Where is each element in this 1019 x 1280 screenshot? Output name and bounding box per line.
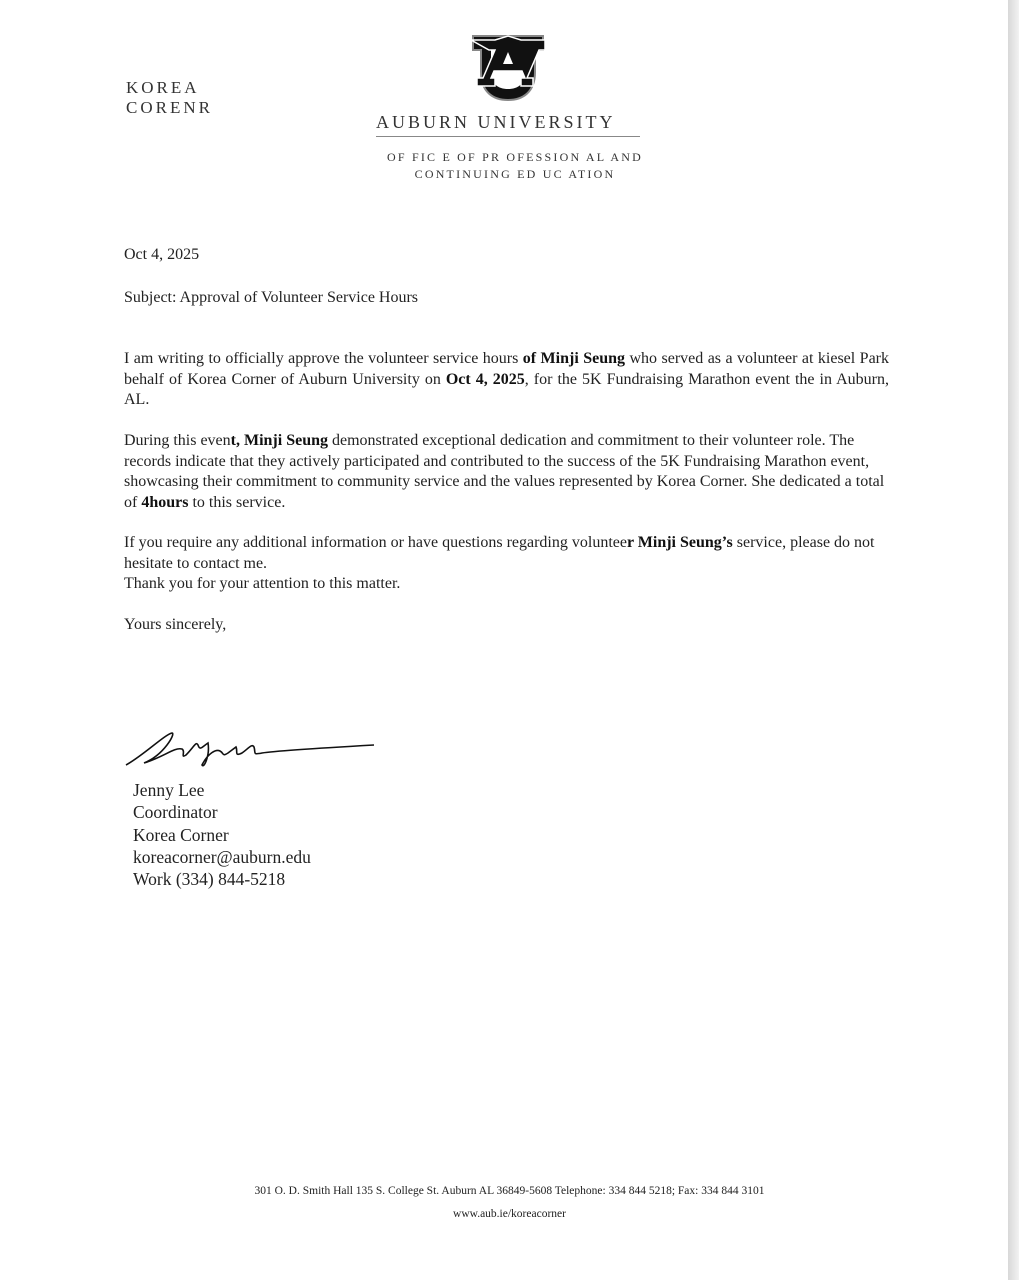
text: , for the 5K Fundraising Marathon event the in Auburn, AL. [124, 370, 890, 408]
corner-line-1: KOREA [126, 78, 200, 97]
signer-name: Jenny Lee [133, 780, 205, 800]
closing: Yours sincerely, [124, 616, 227, 633]
bold-text: t, Minji Seung [230, 432, 328, 449]
paragraph-2 [124, 431, 889, 513]
text: who served as a volunteer at kiesel Park behalf of Korea Corner of Auburn University on [124, 350, 890, 388]
university-name: AUBURN UNIVERSITY [376, 112, 616, 132]
text: demonstrated exceptional dedication and commitment to their volunteer role. The records indicate that they actively participated and contributed to the success of the 5K Fundraising Marathon event, showcasing their commitment to community service and the values represented by Korea Corner. She dedicated a total of [124, 432, 885, 511]
footer-address: 301 O. D. Smith Hall 135 S. College St. Auburn AL 36849-5608 Telephone: 334 844 5218; Fax: 334 844 3101 [254, 1185, 765, 1197]
office-line-2: CONTINUING ED UC ATION [414, 167, 616, 181]
korea-corner-header [126, 78, 213, 118]
bold-text: of Minji Seung [522, 350, 626, 367]
letter-date: Oct 4, 2025 [124, 246, 200, 263]
page-edge-shadow [1008, 0, 1019, 1280]
text: If you require any additional information or have questions regarding voluntee [124, 534, 627, 551]
header-rule [376, 136, 640, 137]
paragraph-1 [124, 349, 889, 411]
footer-website: www.aub.ie/koreacorner [453, 1208, 566, 1220]
text: to this service. [188, 493, 286, 511]
bold-text: r Minji Seung’s [626, 534, 733, 551]
office-line-1: OF FIC E OF PR OFESSION AL AND [387, 150, 643, 164]
signer-phone: Work (334) 844-5218 [133, 869, 286, 890]
bold-text: 4hours [141, 493, 189, 511]
text: service, please do not hesitate to contact me. [124, 534, 875, 572]
letter-subject: Subject: Approval of Volunteer Service Hours [124, 289, 419, 306]
signature-icon [124, 725, 384, 775]
office-name [360, 149, 670, 183]
corner-line-2: CORENR [126, 98, 213, 117]
auburn-logo-icon [465, 34, 551, 104]
signer-block [133, 779, 311, 890]
text: I am writing to officially approve the volunteer service hours [124, 350, 523, 367]
text: During this even [124, 432, 231, 449]
signer-org: Korea Corner [133, 824, 229, 845]
bold-text: Oct 4, 2025 [445, 370, 525, 388]
paragraph-3 [124, 533, 889, 595]
signer-email: koreacorner@auburn.edu [133, 846, 311, 867]
thanks-text: Thank you for your attention to this matter. [124, 575, 401, 592]
signer-title: Coordinator [133, 802, 218, 823]
